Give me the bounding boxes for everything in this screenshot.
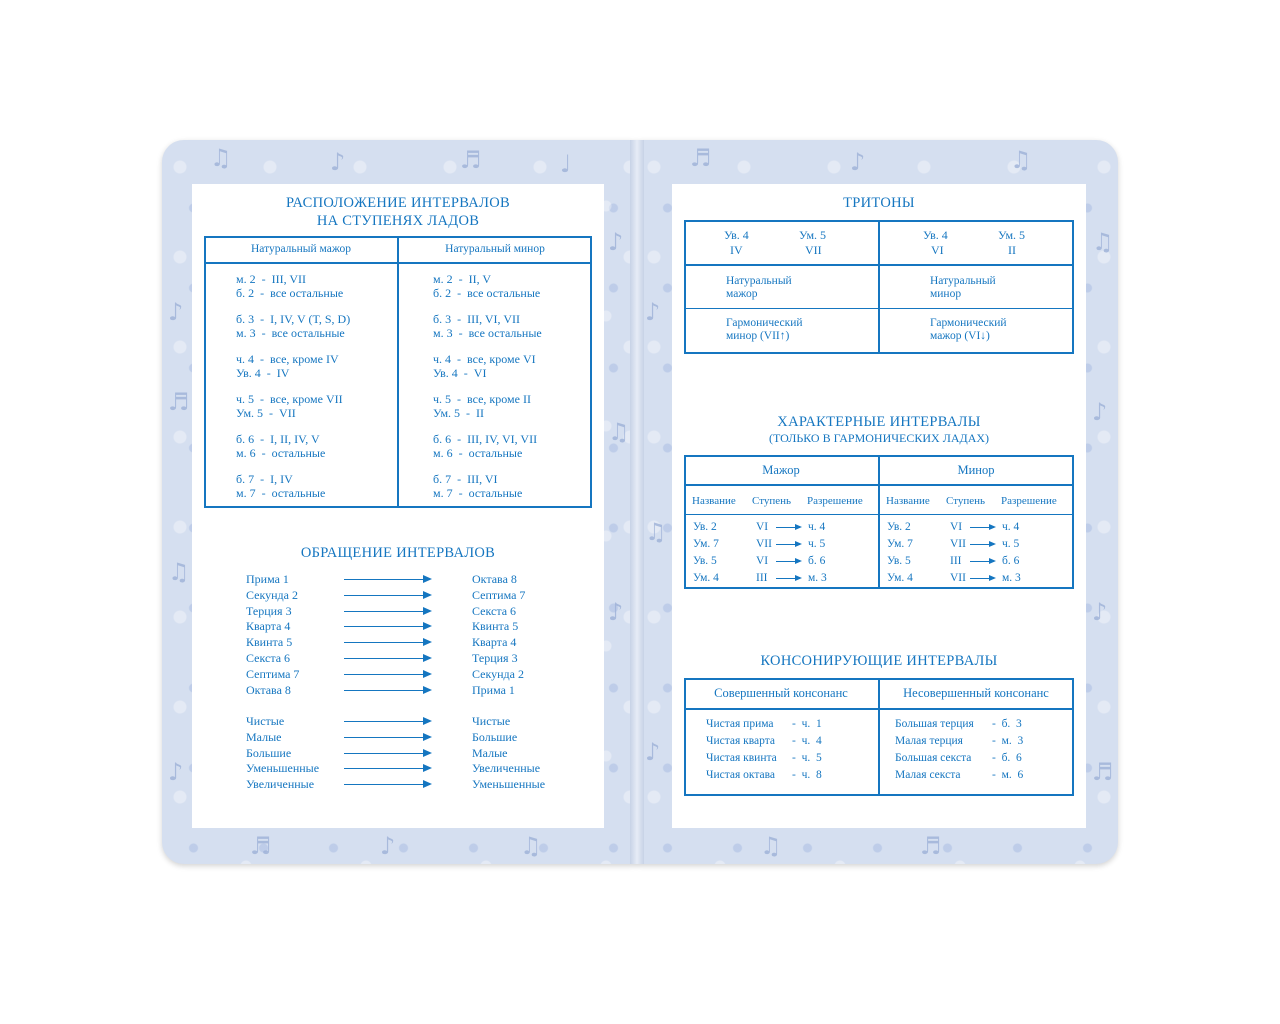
consonant-header-line bbox=[684, 708, 1074, 710]
char-minor-step: VII bbox=[950, 572, 966, 584]
arrow-icon bbox=[776, 561, 800, 562]
placement-major-item: ч. 4 - все, кроме IV bbox=[236, 352, 339, 366]
placement-minor-item: ч. 4 - все, кроме VI bbox=[433, 352, 536, 366]
consonant-title: КОНСОНИРУЮЩИЕ ИНТЕРВАЛЫ bbox=[760, 653, 998, 669]
music-note-icon: ♬ bbox=[460, 146, 482, 174]
characteristic-subtitle: (ТОЛЬКО В ГАРМОНИЧЕСКИХ ЛАДАХ) bbox=[768, 431, 990, 445]
tritone-a1-degree: IV bbox=[730, 243, 743, 257]
tritone-harmonic-minor-2: минор (VII↑) bbox=[726, 330, 790, 342]
music-note-icon: ♪ bbox=[1092, 598, 1108, 626]
characteristic-header-line bbox=[684, 484, 1074, 486]
tritone-b2: Ум. 5 bbox=[998, 228, 1026, 242]
placement-minor-item: м. 6 - остальные bbox=[433, 446, 523, 460]
characteristic-minor: Минор bbox=[957, 463, 995, 477]
arrow-icon bbox=[344, 690, 430, 691]
music-note-icon: ♫ bbox=[760, 832, 782, 860]
notebook-spine bbox=[630, 140, 644, 864]
placement-major-item: м. 3 - все остальные bbox=[236, 326, 345, 340]
placement-major-item: м. 7 - остальные bbox=[236, 486, 326, 500]
tritone-b1: Ув. 4 bbox=[923, 228, 948, 242]
placement-minor-item: м. 3 - все остальные bbox=[433, 326, 542, 340]
consonant-perfect-value: - ч. 8 bbox=[792, 769, 822, 781]
arrow-icon bbox=[344, 579, 430, 580]
tritone-natural-major-1: Натуральный bbox=[726, 275, 792, 287]
arrow-icon bbox=[344, 784, 430, 785]
char-minor-step: VII bbox=[950, 538, 966, 550]
arrow-icon bbox=[344, 721, 430, 722]
consonant-perfect-value: - ч. 5 bbox=[792, 752, 822, 764]
left-page bbox=[192, 184, 604, 828]
consonant-perfect-name: Чистая квинта bbox=[706, 752, 777, 764]
inversion-quality-from: Чистые bbox=[246, 714, 285, 728]
arrow-icon bbox=[344, 737, 430, 738]
arrow-icon bbox=[344, 611, 430, 612]
col-name-minor: Название bbox=[886, 495, 930, 507]
right-page bbox=[672, 184, 1086, 828]
music-note-icon: ♪ bbox=[608, 598, 624, 626]
tritone-harmonic-major-2: мажор (VI↓) bbox=[930, 330, 990, 342]
char-major-name: Ум. 7 bbox=[693, 538, 719, 550]
music-note-icon: ♩ bbox=[560, 150, 572, 178]
consonant-perfect-name: Чистая прима bbox=[706, 718, 774, 730]
placement-minor-item: м. 7 - остальные bbox=[433, 486, 523, 500]
char-minor-resolution: ч. 4 bbox=[1002, 521, 1020, 533]
inversion-to-item: Квинта 5 bbox=[472, 619, 519, 634]
char-minor-step: VI bbox=[950, 521, 963, 533]
music-note-icon: ♫ bbox=[1092, 228, 1114, 256]
char-major-resolution: б. 6 bbox=[808, 555, 826, 567]
col-step-minor: Ступень bbox=[946, 495, 986, 507]
consonant-imperfect-name: Большая терция bbox=[895, 718, 974, 730]
placement-col-major: Натуральный мажор bbox=[250, 243, 352, 255]
inversion-quality-to: Малые bbox=[472, 745, 508, 760]
placement-major-item: ч. 5 - все, кроме VII bbox=[236, 392, 343, 406]
music-note-icon: ♪ bbox=[850, 148, 866, 176]
tritone-harmonic-major-1: Гармонический bbox=[930, 317, 1007, 329]
placement-minor-item: м. 2 - II, V bbox=[433, 272, 492, 286]
arrow-icon bbox=[970, 561, 994, 562]
music-note-icon: ♬ bbox=[168, 388, 190, 416]
consonant-perfect: Совершенный консонанс bbox=[714, 686, 848, 700]
music-note-icon: ♫ bbox=[520, 832, 542, 860]
inversion-quality-from: Большие bbox=[246, 745, 292, 760]
char-minor-name: Ум. 7 bbox=[887, 538, 913, 550]
music-note-icon: ♪ bbox=[330, 148, 346, 176]
tritone-b2-degree: II bbox=[1008, 243, 1016, 257]
tritone-natural-minor-2: минор bbox=[930, 288, 962, 300]
char-major-step: VI bbox=[756, 521, 769, 533]
arrow-icon bbox=[776, 527, 800, 528]
music-note-icon: ♬ bbox=[920, 832, 942, 860]
tritones-row-line bbox=[684, 264, 1074, 266]
inversion-from-item: Кварта 4 bbox=[246, 619, 291, 634]
char-major-name: Ум. 4 bbox=[693, 572, 719, 584]
consonant-perfect-value: - ч. 1 bbox=[792, 718, 822, 730]
char-major-name: Ув. 2 bbox=[693, 521, 717, 533]
char-major-step: III bbox=[756, 572, 768, 584]
inversion-quality-to: Чистые bbox=[472, 714, 511, 728]
characteristic-subheader-line bbox=[684, 514, 1074, 515]
placement-major-item: м. 6 - остальные bbox=[236, 446, 326, 460]
music-note-icon: ♫ bbox=[1010, 146, 1032, 174]
placement-col-minor: Натуральный минор bbox=[445, 243, 545, 255]
music-note-icon: ♬ bbox=[690, 144, 712, 172]
placement-major-item: Ув. 4 - IV bbox=[236, 366, 290, 380]
char-minor-step: III bbox=[950, 555, 962, 567]
characteristic-title: ХАРАКТЕРНЫЕ ИНТЕРВАЛЫ bbox=[777, 414, 981, 430]
placement-minor-item: Ум. 5 - II bbox=[433, 406, 485, 420]
music-note-icon: ♬ bbox=[1092, 758, 1114, 786]
music-note-icon: ♪ bbox=[608, 228, 624, 256]
consonant-imperfect-value: - м. 6 bbox=[992, 769, 1024, 781]
music-note-icon: ♪ bbox=[380, 832, 396, 860]
consonant-perfect-name: Чистая кварта bbox=[706, 735, 776, 747]
music-note-icon: ♪ bbox=[645, 738, 661, 766]
arrow-icon bbox=[970, 578, 994, 579]
placement-major-item: м. 2 - III, VII bbox=[236, 272, 307, 286]
char-minor-resolution: б. 6 bbox=[1002, 555, 1020, 567]
music-note-icon: ♪ bbox=[1092, 398, 1108, 426]
consonant-imperfect-name: Малая секста bbox=[895, 769, 961, 781]
placement-major-item: Ум. 5 - VII bbox=[236, 406, 296, 420]
inversion-quality-to: Большие bbox=[472, 729, 518, 744]
placement-minor-item: Ув. 4 - VI bbox=[433, 366, 487, 380]
consonant-imperfect: Несовершенный консонанс bbox=[903, 686, 1049, 700]
inversion-to-item: Септима 7 bbox=[472, 587, 526, 602]
music-note-icon: ♫ bbox=[168, 558, 190, 586]
music-note-icon: ♪ bbox=[168, 758, 184, 786]
col-name-major: Название bbox=[692, 495, 736, 507]
tritones-row-line bbox=[684, 308, 1074, 309]
characteristic-major: Мажор bbox=[762, 463, 800, 477]
arrow-icon bbox=[344, 658, 430, 659]
placement-minor-item: б. 2 - все остальные bbox=[433, 286, 541, 300]
inversion-quality-from: Увеличенные bbox=[246, 777, 315, 792]
placement-major-item: б. 6 - I, II, IV, V bbox=[236, 432, 320, 446]
placement-major-item: б. 7 - I, IV bbox=[236, 472, 293, 486]
col-step-major: Ступень bbox=[752, 495, 792, 507]
arrow-icon bbox=[344, 674, 430, 675]
placement-minor-item: ч. 5 - все, кроме II bbox=[433, 392, 531, 406]
inversion-to-item: Терция 3 bbox=[472, 651, 518, 665]
placement-title-line2: НА СТУПЕНЯХ ЛАДОВ bbox=[316, 213, 480, 229]
char-major-step: VI bbox=[756, 555, 769, 567]
inversion-from-item: Септима 7 bbox=[246, 666, 300, 681]
tritone-a2-degree: VII bbox=[805, 243, 822, 257]
arrow-icon bbox=[344, 753, 430, 754]
inversion-to-item: Прима 1 bbox=[472, 682, 515, 697]
inversion-from-item: Терция 3 bbox=[246, 603, 292, 618]
consonant-imperfect-value: - б. 6 bbox=[992, 752, 1022, 764]
tritones-title: ТРИТОНЫ bbox=[843, 195, 915, 211]
tritone-a1: Ув. 4 bbox=[724, 228, 749, 242]
inversion-title: ОБРАЩЕНИЕ ИНТЕРВАЛОВ bbox=[300, 545, 496, 561]
consonant-perfect-value: - ч. 4 bbox=[792, 735, 822, 747]
inversion-from-item: Секста 6 bbox=[246, 651, 291, 665]
col-resolution-major: Разрешение bbox=[807, 495, 863, 507]
music-note-icon: ♪ bbox=[168, 298, 184, 326]
inversion-quality-from: Малые bbox=[246, 729, 282, 744]
music-note-icon: ♪ bbox=[645, 298, 661, 326]
char-major-resolution: м. 3 bbox=[808, 572, 827, 584]
placement-table-header-line bbox=[204, 262, 592, 264]
arrow-icon bbox=[344, 595, 430, 596]
tritone-b1-degree: VI bbox=[931, 243, 944, 257]
inversion-quality-to: Уменьшенные bbox=[472, 777, 546, 792]
tritones-table-divider bbox=[878, 220, 880, 354]
placement-minor-item: б. 7 - III, VI bbox=[433, 472, 498, 486]
music-note-icon: ♫ bbox=[608, 418, 630, 446]
arrow-icon bbox=[970, 544, 994, 545]
inversion-quality-to: Увеличенные bbox=[472, 761, 541, 776]
char-minor-name: Ум. 4 bbox=[887, 572, 913, 584]
music-note-icon: ♫ bbox=[645, 518, 667, 546]
music-note-icon: ♬ bbox=[250, 832, 272, 860]
col-resolution-minor: Разрешение bbox=[1001, 495, 1057, 507]
tritone-natural-minor-1: Натуральный bbox=[930, 275, 996, 287]
consonant-perfect-name: Чистая октава bbox=[706, 769, 776, 781]
arrow-icon bbox=[776, 544, 800, 545]
placement-minor-item: б. 6 - III, IV, VI, VII bbox=[433, 432, 538, 446]
arrow-icon bbox=[776, 578, 800, 579]
placement-major-item: б. 2 - все остальные bbox=[236, 286, 344, 300]
consonant-imperfect-value: - б. 3 bbox=[992, 718, 1022, 730]
placement-title-line1: РАСПОЛОЖЕНИЕ ИНТЕРВАЛОВ bbox=[286, 195, 510, 211]
consonant-imperfect-value: - м. 3 bbox=[992, 735, 1024, 747]
tritone-harmonic-minor-1: Гармонический bbox=[726, 317, 803, 329]
tritone-natural-major-2: мажор bbox=[726, 288, 758, 300]
char-minor-name: Ув. 2 bbox=[887, 521, 911, 533]
arrow-icon bbox=[344, 626, 430, 627]
inversion-from-item: Октава 8 bbox=[246, 682, 291, 697]
tritone-a2: Ум. 5 bbox=[799, 228, 827, 242]
inversion-from-item: Квинта 5 bbox=[246, 635, 293, 650]
char-major-resolution: ч. 4 bbox=[808, 521, 826, 533]
arrow-icon bbox=[970, 527, 994, 528]
placement-table-divider bbox=[397, 236, 399, 508]
char-minor-resolution: м. 3 bbox=[1002, 572, 1021, 584]
placement-minor-item: б. 3 - III, VI, VII bbox=[433, 312, 520, 326]
inversion-to-item: Секста 6 bbox=[472, 603, 517, 618]
inversion-to-item: Октава 8 bbox=[472, 572, 517, 586]
inversion-to-item: Секунда 2 bbox=[472, 666, 524, 681]
char-major-name: Ув. 5 bbox=[693, 555, 717, 567]
consonant-imperfect-name: Малая терция bbox=[895, 735, 963, 747]
char-major-resolution: ч. 5 bbox=[808, 538, 826, 550]
placement-major-item: б. 3 - I, IV, V (T, S, D) bbox=[236, 312, 351, 326]
music-note-icon: ♫ bbox=[210, 144, 232, 172]
char-minor-resolution: ч. 5 bbox=[1002, 538, 1020, 550]
inversion-from-item: Прима 1 bbox=[246, 572, 289, 586]
arrow-icon bbox=[344, 642, 430, 643]
inversion-quality-from: Уменьшенные bbox=[246, 761, 320, 776]
inversion-to-item: Кварта 4 bbox=[472, 635, 517, 650]
char-minor-name: Ув. 5 bbox=[887, 555, 911, 567]
char-major-step: VII bbox=[756, 538, 772, 550]
arrow-icon bbox=[344, 768, 430, 769]
consonant-imperfect-name: Большая секста bbox=[895, 752, 972, 764]
inversion-from-item: Секунда 2 bbox=[246, 587, 298, 602]
